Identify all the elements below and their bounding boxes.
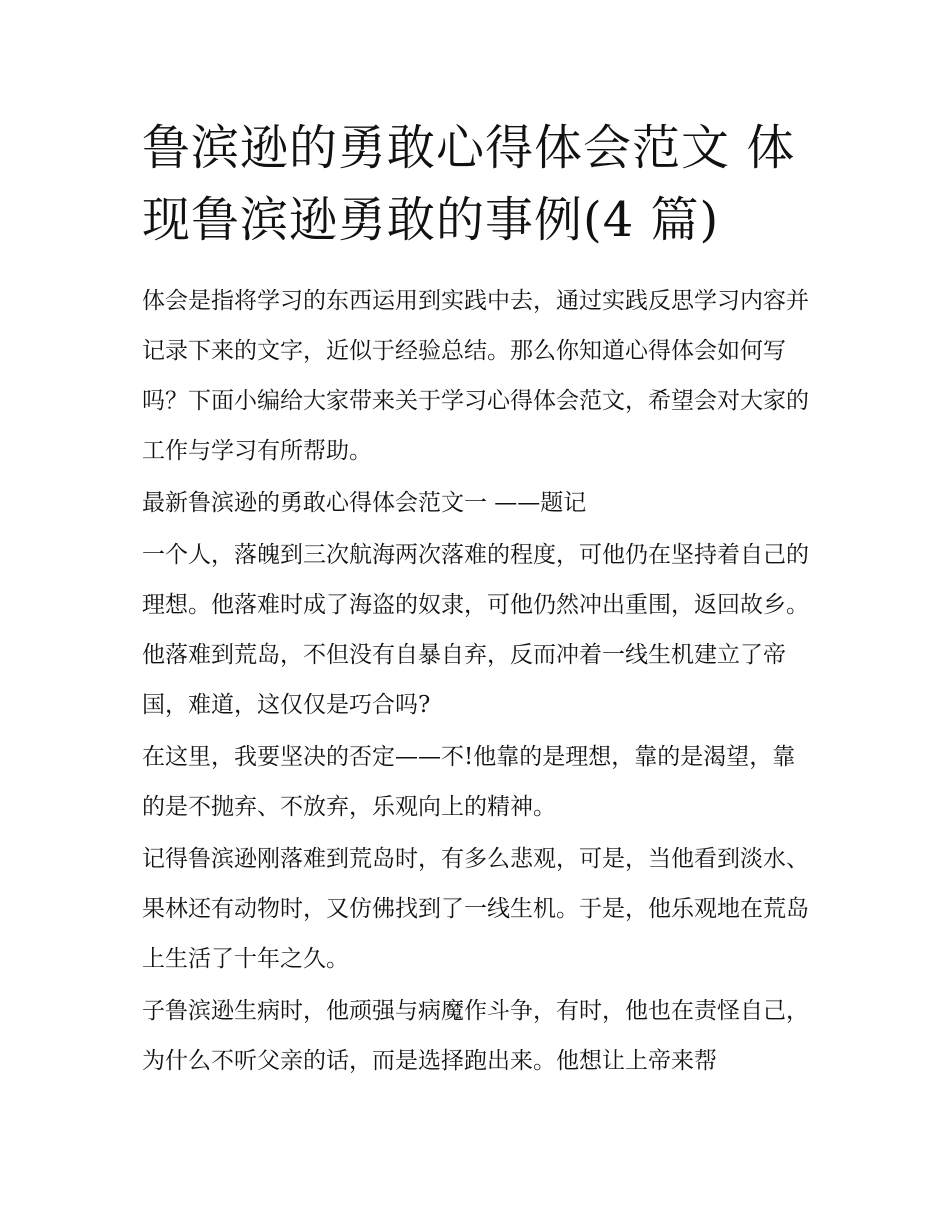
document-title: 鲁滨逊的勇敢心得体会范文 体现鲁滨逊勇敢的事例(4 篇) [142,120,796,248]
body-paragraph: 一个人，落魄到三次航海两次落难的程度，可他仍在坚持着自己的理想。他落难时成了海盗的奴隶，可他仍然冲出重围，返回故乡。他落难到荒岛，不但没有自暴自弃，反而冲着一线生机建立了帝国，难道，这仅仅是巧合吗? [142,542,809,718]
body-paragraph: 子鲁滨逊生病时，他顽强与病魔作斗争，有时，他也在责怪自己，为什么不听父亲的话，而是选择跑出来。他想让上帝来帮 [142,998,809,1074]
body-paragraph: 记得鲁滨逊刚落难到荒岛时，有多么悲观，可是，当他看到淡水、果林还有动物时，又仿佛找到了一线生机。于是，他乐观地在荒岛上生活了十年之久。 [142,846,809,972]
intro-paragraph: 体会是指将学习的东西运用到实践中去，通过实践反思学习内容并记录下来的文字，近似于经验总结。那么你知道心得体会如何写吗？下面小编给大家带来关于学习心得体会范文，希望会对大家的工作与学习有所帮助。 [142,288,809,464]
document-body [142,276,812,1086]
body-paragraph: 在这里，我要坚决的否定——不!他靠的是理想，靠的是渴望，靠的是不抛弃、不放弃，乐观向上的精神。 [142,744,796,820]
section-heading: 最新鲁滨逊的勇敢心得体会范文一 ——题记 [142,490,587,516]
